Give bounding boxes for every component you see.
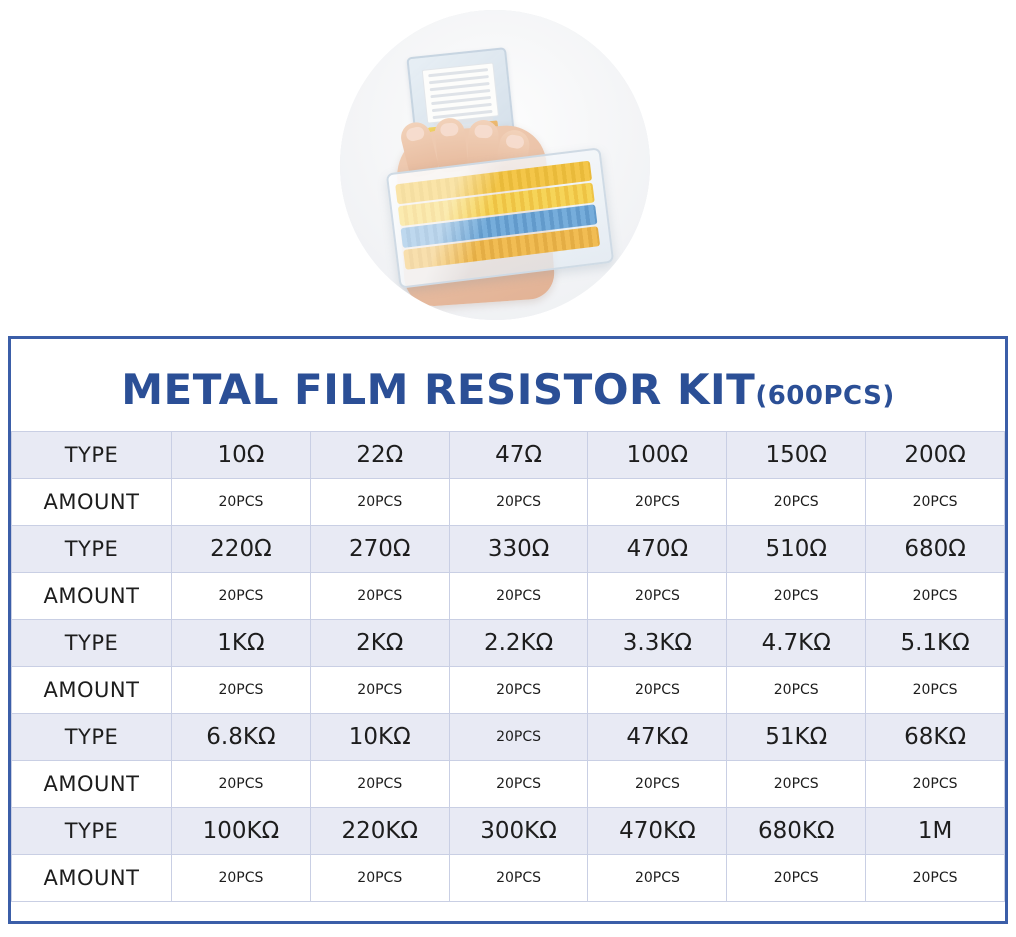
amount-cell: 20PCS xyxy=(588,855,727,902)
type-cell: 150Ω xyxy=(727,432,866,479)
amount-cell: 20PCS xyxy=(588,479,727,526)
row-label-amount: AMOUNT xyxy=(12,479,172,526)
table-row xyxy=(12,479,1005,526)
amount-cell: 20PCS xyxy=(172,761,311,808)
amount-cell: 20PCS xyxy=(449,761,588,808)
type-cell: 100KΩ xyxy=(172,808,311,855)
title-count: (600PCS) xyxy=(755,380,895,411)
fingernail-2 xyxy=(440,122,459,137)
amount-cell: 20PCS xyxy=(310,667,449,714)
type-cell: 220Ω xyxy=(172,526,311,573)
panel-title-wrap xyxy=(11,339,1005,431)
table-row xyxy=(12,573,1005,620)
type-cell: 5.1KΩ xyxy=(866,620,1005,667)
type-cell: 4.7KΩ xyxy=(727,620,866,667)
type-cell: 330Ω xyxy=(449,526,588,573)
amount-cell: 20PCS xyxy=(449,667,588,714)
type-cell: 22Ω xyxy=(310,432,449,479)
type-cell: 470KΩ xyxy=(588,808,727,855)
amount-cell: 20PCS xyxy=(866,479,1005,526)
amount-cell: 20PCS xyxy=(588,761,727,808)
type-cell: 20PCS xyxy=(449,714,588,761)
fingernail-1 xyxy=(405,125,426,142)
amount-cell: 20PCS xyxy=(727,855,866,902)
row-label-type: TYPE xyxy=(12,526,172,573)
case-gloss xyxy=(388,149,612,286)
amount-cell: 20PCS xyxy=(172,667,311,714)
product-photo-area xyxy=(0,0,1016,330)
amount-cell: 20PCS xyxy=(866,573,1005,620)
amount-cell: 20PCS xyxy=(449,573,588,620)
row-label-type: TYPE xyxy=(12,808,172,855)
amount-cell: 20PCS xyxy=(588,667,727,714)
type-cell: 1M xyxy=(866,808,1005,855)
type-cell: 200Ω xyxy=(866,432,1005,479)
type-cell: 470Ω xyxy=(588,526,727,573)
amount-cell: 20PCS xyxy=(172,855,311,902)
type-cell: 47Ω xyxy=(449,432,588,479)
amount-cell: 20PCS xyxy=(727,479,866,526)
amount-cell: 20PCS xyxy=(310,573,449,620)
amount-cell: 20PCS xyxy=(866,855,1005,902)
fingernail-3 xyxy=(474,125,492,139)
type-cell: 47KΩ xyxy=(588,714,727,761)
table-row xyxy=(12,667,1005,714)
page-title xyxy=(121,365,894,414)
title-text: METAL FILM RESISTOR KIT xyxy=(121,364,756,414)
amount-cell: 20PCS xyxy=(172,479,311,526)
table-row xyxy=(12,855,1005,902)
type-cell: 10KΩ xyxy=(310,714,449,761)
table-row xyxy=(12,432,1005,479)
type-cell: 220KΩ xyxy=(310,808,449,855)
type-cell: 2KΩ xyxy=(310,620,449,667)
lid-paper-label xyxy=(422,62,499,123)
amount-cell: 20PCS xyxy=(866,761,1005,808)
amount-cell: 20PCS xyxy=(449,855,588,902)
type-cell: 10Ω xyxy=(172,432,311,479)
amount-cell: 20PCS xyxy=(727,667,866,714)
type-cell: 68KΩ xyxy=(866,714,1005,761)
table-row xyxy=(12,808,1005,855)
amount-cell: 20PCS xyxy=(727,573,866,620)
type-cell: 100Ω xyxy=(588,432,727,479)
type-cell: 51KΩ xyxy=(727,714,866,761)
row-label-type: TYPE xyxy=(12,432,172,479)
type-cell: 1KΩ xyxy=(172,620,311,667)
amount-cell: 20PCS xyxy=(172,573,311,620)
type-cell: 510Ω xyxy=(727,526,866,573)
spec-panel xyxy=(8,336,1008,924)
type-cell: 270Ω xyxy=(310,526,449,573)
amount-cell: 20PCS xyxy=(310,761,449,808)
table-row xyxy=(12,761,1005,808)
row-label-type: TYPE xyxy=(12,620,172,667)
type-cell: 6.8KΩ xyxy=(172,714,311,761)
amount-cell: 20PCS xyxy=(310,479,449,526)
row-label-amount: AMOUNT xyxy=(12,667,172,714)
spec-table xyxy=(11,431,1005,902)
amount-cell: 20PCS xyxy=(588,573,727,620)
row-label-amount: AMOUNT xyxy=(12,855,172,902)
type-cell: 300KΩ xyxy=(449,808,588,855)
type-cell: 2.2KΩ xyxy=(449,620,588,667)
amount-cell: 20PCS xyxy=(310,855,449,902)
type-cell: 680Ω xyxy=(866,526,1005,573)
table-row xyxy=(12,620,1005,667)
fingernail-4 xyxy=(505,134,525,150)
table-row xyxy=(12,526,1005,573)
row-label-amount: AMOUNT xyxy=(12,761,172,808)
row-label-amount: AMOUNT xyxy=(12,573,172,620)
type-cell: 680KΩ xyxy=(727,808,866,855)
amount-cell: 20PCS xyxy=(727,761,866,808)
amount-cell: 20PCS xyxy=(449,479,588,526)
product-photo-circle xyxy=(340,10,650,320)
type-cell: 3.3KΩ xyxy=(588,620,727,667)
table-row xyxy=(12,714,1005,761)
amount-cell: 20PCS xyxy=(866,667,1005,714)
row-label-type: TYPE xyxy=(12,714,172,761)
